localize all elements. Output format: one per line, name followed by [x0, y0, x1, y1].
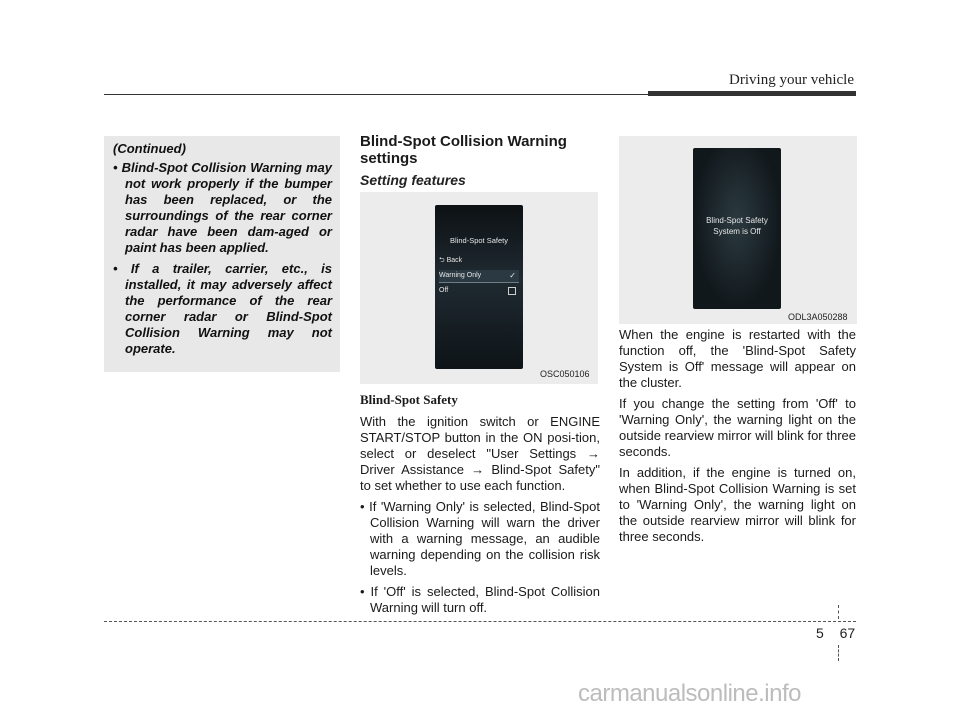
cluster-message-line2: System is Off [713, 227, 761, 236]
caution-bullet: • If a trailer, carrier, etc., is installed, it may adversely affect the performance of the rear corner radar or Blind-Spot Collision Warning may not operate. [113, 261, 332, 356]
settings-screen [435, 205, 523, 369]
page-number [816, 625, 855, 641]
right-body [619, 327, 856, 550]
continued-label: (Continued) [113, 141, 186, 156]
middle-body [360, 392, 600, 621]
cluster-screen [693, 148, 781, 309]
footer-divider [838, 605, 839, 619]
right-paragraph: In addition, if the engine is turned on, when Blind-Spot Collision Warning is set to 'Warning Only', the warning light on the outside rearview mirror will blink for three seconds. [619, 465, 856, 544]
screen-back-label: Back [446, 257, 463, 264]
footer-divider [838, 645, 839, 661]
figure-code: ODL3A050288 [788, 312, 848, 322]
caution-bullet: • Blind-Spot Collision Warning may not work properly if the bumper has been replaced, or the surroundings of the rear corner radar have been dam-aged or paint has been applied. [113, 160, 332, 255]
screen-title: Blind-Spot Safety [450, 236, 508, 245]
right-paragraph: If you change the setting from 'Off' to 'Warning Only', the warning light on the outside rearview mirror will blink for three seconds. [619, 396, 856, 459]
watermark: carmanualsonline.info [578, 680, 801, 707]
header-bar [648, 91, 856, 96]
caution-box [104, 136, 340, 372]
footer-rule [104, 621, 856, 622]
settings-paragraph: With the ignition switch or ENGINE START/STOP button in the ON posi-tion, select or deselect "User Settings → Driver Assistance → Blind-Spot Safety" to set whether to use each function. [360, 414, 600, 493]
settings-bullet-text: If 'Warning Only' is selected, Blind-Spot Collision Warning will warn the driver with a warning message, an audible warning depending on the collision risk levels. [369, 499, 600, 578]
cluster-message [693, 215, 781, 237]
checkmark-icon: ✓ [509, 271, 516, 280]
section-title: Driving your vehicle [729, 72, 854, 88]
settings-heading: Blind-Spot Collision Warning settings [360, 133, 567, 167]
caution-bullet-text: Blind-Spot Collision Warning may not work properly if the bumper has been replaced, or the surroundings of the rear corner radar have been dam-aged or paint has been applied. [121, 160, 332, 255]
checkbox-icon [508, 287, 516, 295]
middle-column [360, 133, 600, 188]
setting-features-subheading: Setting features [360, 172, 466, 188]
screen-option-off [439, 285, 519, 297]
caution-bullet-text: If a trailer, carrier, etc., is installed, it may adversely affect the performance of the rear corner radar or Blind-Spot Collision Warning may not operate. [125, 261, 332, 356]
right-paragraph: When the engine is restarted with the function off, the 'Blind-Spot Safety System is Off' message will appear on the cluster. [619, 327, 856, 390]
figure-code: OSC050106 [540, 369, 590, 379]
page-number-value: 67 [839, 625, 856, 641]
screen-option-label: Off [439, 287, 449, 294]
settings-bullet: • If 'Warning Only' is selected, Blind-Spot Collision Warning will warn the driver with a warning message, an audible warning depending on the collision risk levels. [360, 499, 600, 578]
cluster-message-line1: Blind-Spot Safety [706, 216, 768, 225]
settings-bullet: • If 'Off' is selected, Blind-Spot Collision Warning will turn off. [360, 584, 600, 615]
blind-spot-safety-subtitle: Blind-Spot Safety [360, 392, 458, 407]
screen-option-warning-only [439, 270, 519, 283]
screen-option-label: Warning Only [439, 272, 482, 279]
settings-bullet-text: If 'Off' is selected, Blind-Spot Collision Warning will turn off. [370, 584, 600, 615]
back-arrow-icon: ⮌ [439, 257, 445, 264]
chapter-number: 5 [816, 625, 824, 641]
screen-back-row [439, 255, 519, 267]
